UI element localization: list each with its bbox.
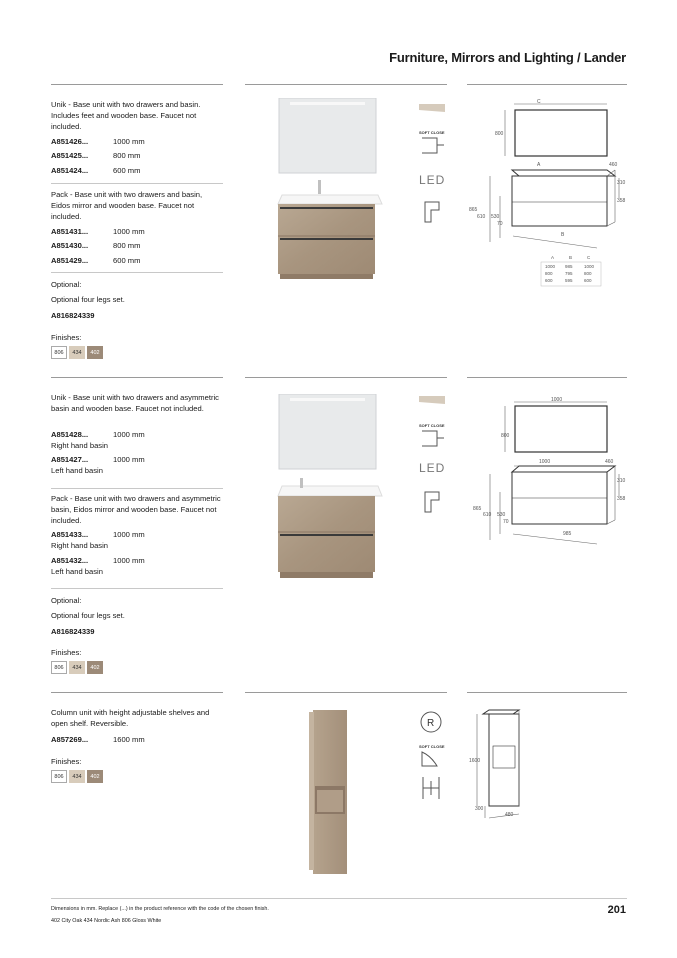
technical-drawing bbox=[467, 706, 627, 826]
dims-table bbox=[541, 255, 601, 286]
svg-text:600: 600 bbox=[545, 278, 553, 283]
finish-swatches bbox=[51, 346, 103, 359]
svg-text:1000: 1000 bbox=[545, 264, 556, 269]
dim-865: 865 bbox=[469, 207, 478, 213]
product-photo-vanity bbox=[270, 98, 392, 280]
wooden-base bbox=[280, 572, 373, 578]
dim-width: 1000 bbox=[539, 459, 551, 465]
svg-text:1000: 1000 bbox=[584, 264, 595, 269]
dim-label-b: B bbox=[561, 232, 565, 238]
dim-310: 310 bbox=[617, 478, 626, 484]
block-divider bbox=[51, 272, 223, 273]
dim-1600: 1600 bbox=[469, 758, 481, 764]
finishes-label: Finishes: bbox=[51, 333, 82, 342]
mirror-outline bbox=[515, 110, 607, 156]
feature-icons bbox=[417, 708, 447, 778]
product-ref-row: A851432... 1000 mm Left hand basin bbox=[51, 556, 145, 576]
wall-mount-icon bbox=[419, 104, 445, 112]
technical-drawing bbox=[467, 392, 627, 552]
svg-text:A: A bbox=[551, 255, 555, 260]
dim-358: 358 bbox=[617, 198, 626, 204]
finish-swatch-434: 434 bbox=[69, 346, 85, 359]
finishes-label: Finishes: bbox=[51, 648, 82, 657]
svg-text:B: B bbox=[569, 255, 573, 260]
dim-985: 985 bbox=[563, 531, 572, 537]
legs-icon bbox=[425, 492, 439, 512]
faucet bbox=[318, 180, 321, 194]
svg-text:600: 600 bbox=[584, 278, 592, 283]
mirror bbox=[279, 394, 376, 469]
optional-label: Optional: bbox=[51, 280, 82, 289]
footer-note: Dimensions in mm. Replace (...) in the product reference with the code of the chosen finish. bbox=[51, 906, 269, 912]
dim-label-c: C bbox=[537, 99, 541, 105]
svg-text:C: C bbox=[587, 255, 591, 260]
dim-70: 70 bbox=[503, 519, 509, 525]
dim-610: 610 bbox=[477, 214, 486, 220]
finish-swatch-402: 402 bbox=[87, 661, 103, 674]
product-ref-row: A851426... 1000 mm bbox=[51, 137, 145, 146]
soft-close-label: SOFT CLOSE bbox=[419, 423, 445, 428]
mirror-outline bbox=[515, 406, 607, 452]
drawer-handle bbox=[280, 207, 373, 209]
svg-text:595: 595 bbox=[565, 278, 573, 283]
block-divider bbox=[51, 488, 223, 489]
product-ref-row: A851424... 600 mm bbox=[51, 166, 141, 175]
dim-depth: 460 bbox=[609, 162, 618, 168]
dim-mirror-height: 800 bbox=[495, 131, 504, 137]
block-divider bbox=[51, 588, 223, 589]
wooden-base bbox=[280, 274, 373, 279]
soft-close-label: SOFT CLOSE bbox=[419, 130, 445, 135]
section-divider bbox=[245, 692, 447, 693]
section-divider bbox=[51, 84, 223, 85]
mirror-led-strip bbox=[290, 102, 365, 105]
dim-530: 530 bbox=[497, 512, 506, 518]
faucet bbox=[300, 478, 303, 488]
led-icon: LED bbox=[419, 173, 446, 187]
product-description: Unik - Base unit with two drawers and asymmetric basin and wooden base. Faucet not included. bbox=[51, 393, 219, 413]
feature-icons bbox=[417, 98, 447, 228]
feature-icons bbox=[417, 390, 447, 520]
dim-310: 310 bbox=[617, 180, 626, 186]
product-description: Pack - Base unit with two drawers and basin, Eidos mirror and wooden base. Faucet not included. bbox=[51, 190, 203, 221]
finish-swatch-806: 806 bbox=[51, 770, 67, 783]
section-divider bbox=[467, 377, 627, 378]
optional-label: Optional: bbox=[51, 596, 82, 605]
dim-480: 480 bbox=[505, 812, 514, 818]
footer-divider bbox=[51, 898, 627, 899]
soft-close-icon bbox=[422, 752, 437, 766]
led-icon: LED bbox=[419, 461, 446, 475]
svg-text:795: 795 bbox=[565, 271, 573, 276]
page-title: Furniture, Mirrors and Lighting / Lander bbox=[389, 50, 626, 65]
dim-300: 300 bbox=[475, 806, 484, 812]
section-divider bbox=[51, 692, 223, 693]
page-number: 201 bbox=[607, 904, 626, 916]
product-description: Unik - Base unit with two drawers and basin. Includes feet and wooden base. Faucet not included. bbox=[51, 100, 201, 131]
section-divider bbox=[467, 84, 627, 85]
section-divider bbox=[467, 692, 627, 693]
section-divider bbox=[245, 84, 447, 85]
dim-depth: 460 bbox=[605, 459, 614, 465]
shelf-interior bbox=[317, 790, 343, 812]
product-ref-row: A851425... 800 mm bbox=[51, 151, 141, 160]
product-photo-column bbox=[298, 708, 348, 876]
drawer-handle bbox=[280, 534, 373, 536]
product-description: Column unit with height adjustable shelves and open shelf. Reversible. bbox=[51, 708, 210, 728]
soft-close-icon bbox=[422, 431, 444, 446]
dim-mirror-height: 800 bbox=[501, 433, 510, 439]
reversible-label: R bbox=[427, 718, 435, 729]
svg-text:800: 800 bbox=[545, 271, 553, 276]
soft-close-icon bbox=[422, 138, 444, 153]
drawer-handle bbox=[280, 238, 373, 240]
finish-swatch-434: 434 bbox=[69, 661, 85, 674]
product-ref-row: A857269... 1600 mm bbox=[51, 735, 145, 744]
svg-text:800: 800 bbox=[584, 271, 592, 276]
optional-description: Optional four legs set. bbox=[51, 295, 125, 304]
finish-swatch-806: 806 bbox=[51, 346, 67, 359]
height-adjust-icon bbox=[417, 775, 447, 801]
optional-code: A816824339 bbox=[51, 627, 95, 636]
dim-label-a: A bbox=[537, 162, 541, 168]
product-ref-row: A851429... 600 mm bbox=[51, 256, 141, 265]
column-side bbox=[309, 712, 314, 870]
optional-description: Optional four legs set. bbox=[51, 611, 125, 620]
footer-finish-legend: 402 City Oak 434 Nordic Ash 806 Gloss White bbox=[51, 918, 162, 924]
product-ref-row: A851430... 800 mm bbox=[51, 241, 141, 250]
mirror-led-strip bbox=[290, 398, 365, 401]
product-description: Pack - Base unit with two drawers and asymmetric basin, Eidos mirror and wooden base. Faucet not included. bbox=[51, 494, 221, 525]
finish-swatch-402: 402 bbox=[87, 346, 103, 359]
finish-swatches bbox=[51, 770, 103, 783]
wall-mount-icon bbox=[419, 396, 445, 404]
product-ref-row: A851433... 1000 mm Right hand basin bbox=[51, 530, 145, 550]
basin bbox=[278, 195, 382, 204]
dim-358: 358 bbox=[617, 496, 626, 502]
basin bbox=[278, 486, 382, 496]
dim-mirror-width: 1000 bbox=[551, 397, 563, 403]
product-ref-row: A851428... 1000 mm Right hand basin bbox=[51, 430, 145, 450]
finishes-label: Finishes: bbox=[51, 757, 82, 766]
finish-swatch-806: 806 bbox=[51, 661, 67, 674]
cabinet-outline bbox=[512, 176, 607, 226]
optional-code: A816824339 bbox=[51, 311, 95, 320]
finish-swatch-402: 402 bbox=[87, 770, 103, 783]
section-divider bbox=[245, 377, 447, 378]
finish-swatch-434: 434 bbox=[69, 770, 85, 783]
section-divider bbox=[51, 377, 223, 378]
dim-610: 610 bbox=[483, 512, 492, 518]
product-ref-row: A851427... 1000 mm Left hand basin bbox=[51, 455, 145, 475]
legs-icon bbox=[425, 202, 439, 222]
column-outline bbox=[489, 714, 519, 806]
product-ref-row: A851431... 1000 mm bbox=[51, 227, 145, 236]
product-photo-asym-vanity bbox=[270, 394, 392, 580]
mirror bbox=[279, 98, 376, 173]
finish-swatches bbox=[51, 661, 103, 674]
dim-865: 865 bbox=[473, 506, 482, 512]
block-divider bbox=[51, 183, 223, 184]
technical-drawing bbox=[467, 98, 627, 288]
soft-close-label: SOFT CLOSE bbox=[419, 744, 445, 749]
dim-70: 70 bbox=[497, 221, 503, 227]
svg-text:985: 985 bbox=[565, 264, 573, 269]
dim-530: 530 bbox=[491, 214, 500, 220]
